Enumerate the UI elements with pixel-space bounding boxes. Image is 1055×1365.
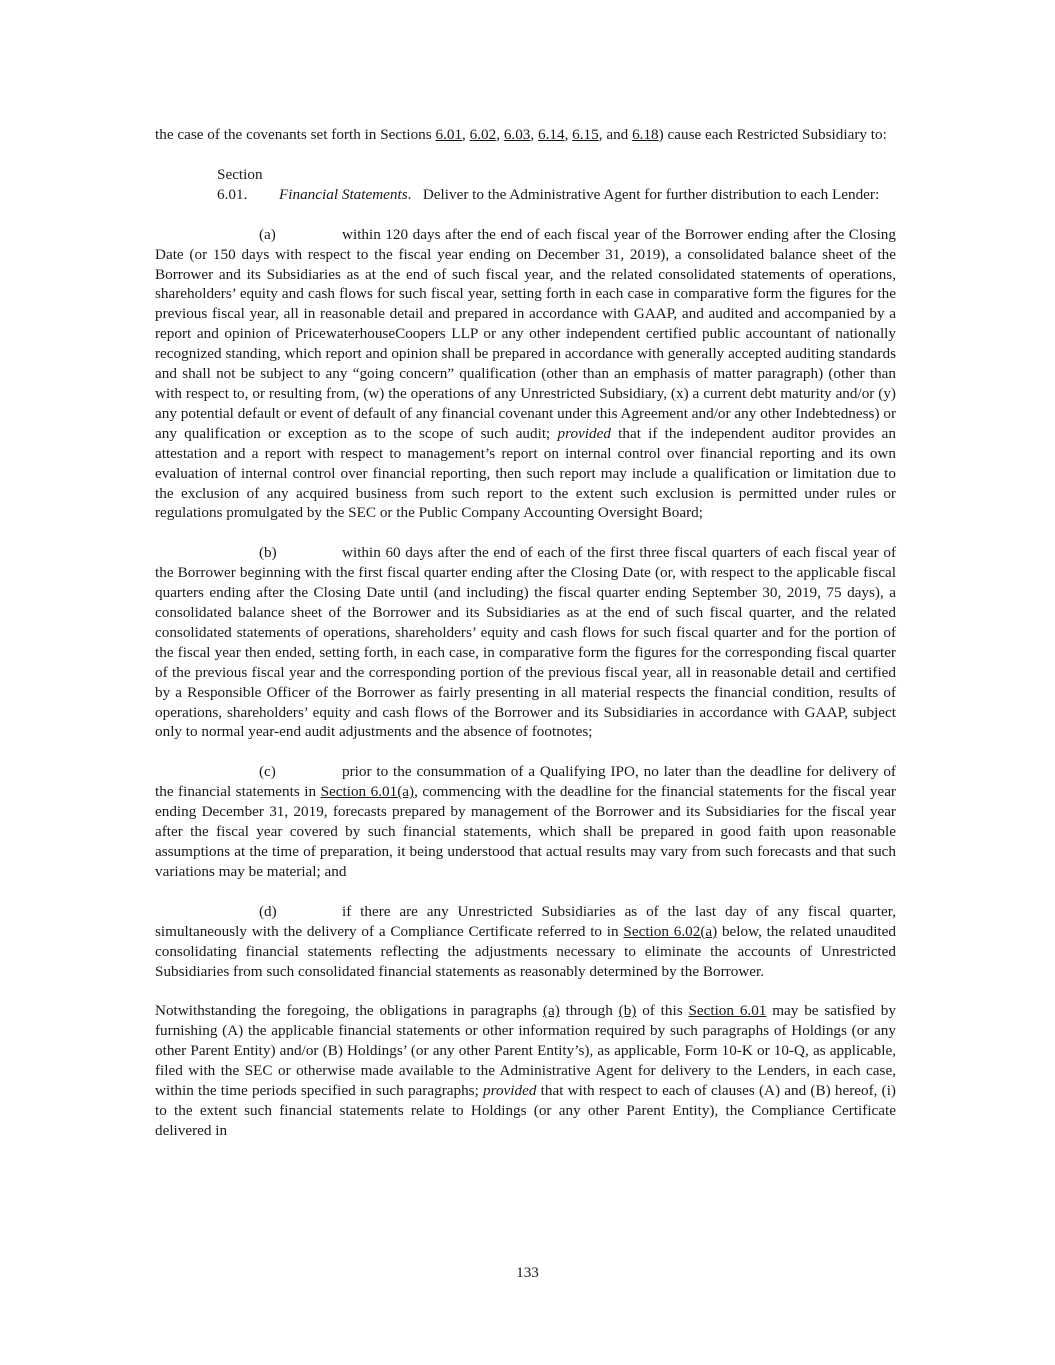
section-ref-6-01-closing[interactable]: Section 6.01: [688, 1002, 767, 1020]
section-ref-6-03[interactable]: 6.03: [503, 126, 531, 143]
clause-b-paragraph: (b) within 60 days after the end of each of the first three fiscal quarters of each fiscal year of the Borrower beginning with the first fiscal quarter ending after the Closing Date (or, with respect to the applicable fiscal quarters ending after the Closing Date until (and including) the fiscal quarter ending September 30, 2019, 75 days), a consolidated balance sheet of the Borrower and its Subsidiaries as at the end of such fiscal quarter, and the related consolidated statements of operations, shareholders’ equity and cash flows for such fiscal quarter and for the portion of the fiscal year then ended, setting forth, in each case, in comparative form the figures for the corresponding fiscal quarter of the previous fiscal year and the corresponding portion of the previous fiscal year, all in reasonable detail and certified by a Responsible Officer of the Borrower as fairly presenting in all material respects the financial condition, results of operations, shareholders’ equity and cash flows of the Borrower and its Subsidiaries in accordance with GAAP, subject only to normal year-end audit adjustments and the absence of footnotes;: [155, 544, 896, 741]
section-ref-6-01[interactable]: 6.01: [435, 126, 463, 143]
closing-paragraph: Notwithstanding the foregoing, the obligations in paragraphs (a) through (b) of this Section 6.01 may be satisfied by furnishing (A) the applicable financial statements or other information required by such paragraphs of Holdings (or any other Parent Entity) and/or (B) Holdings’ (or any other Parent Entity’s), as applicable, Form 10-K or 10-Q, as applicable, filed with the SEC or otherwise made available to the Administrative Agent for delivery to the Lenders, in each case, within the time periods specified in such paragraphs; provided that with respect to each of clauses (A) and (B) hereof, (i) to the extent such financial statements relate to Holdings (or any other Parent Entity), the Compliance Certificate delivered in: [155, 1002, 896, 1139]
section-number: Section 6.01.: [217, 165, 263, 203]
section-heading-paragraph: Section 6.01. Financial Statements. Deliver to the Administrative Agent for further distribution to each Lender:: [155, 165, 896, 205]
clause-d-paragraph: (d) if there are any Unrestricted Subsidiaries as of the last day of any fiscal quarter, simultaneously with the delivery of a Compliance Certificate referred to in Section 6.02(a) below, the related unaudited consolidating financial statements reflecting the adjustments necessary to eliminate the accounts of Unrestricted Subsidiaries from such consolidated financial statements as reasonably determined by the Borrower.: [155, 902, 896, 980]
provided-term-closing: provided: [483, 1082, 537, 1100]
intro-paragraph: the case of the covenants set forth in Sections 6.01, 6.02, 6.03, 6.14, 6.15, and 6.18) cause each Restricted Subsidiary to:: [155, 126, 887, 143]
clause-c-paragraph: (c) prior to the consummation of a Qualifying IPO, no later than the deadline for delivery of the financial statements in Section 6.01(a), commencing with the deadline for the financial statements for the fiscal year ending December 31, 2019, forecasts prepared by management of the Borrower and its Subsidiaries for the fiscal year after the fiscal year covered by such financial statements, which shall be prepared in good faith upon reasonable assumptions at the time of preparation, it being understood that actual results may vary from such forecasts and that such variations may be material; and: [155, 763, 896, 880]
clause-c-label: (c): [259, 763, 276, 781]
provided-term: provided: [557, 424, 611, 442]
document-page: [155, 125, 896, 1141]
section-ref-6-18[interactable]: 6.18: [632, 126, 659, 143]
paragraph-ref-b[interactable]: (b): [618, 1002, 637, 1020]
section-ref-6-15[interactable]: 6.15: [572, 126, 599, 143]
section-intro-text: Deliver to the Administrative Agent for further distribution to each Lender:: [422, 185, 880, 203]
section-ref-6-01a[interactable]: Section 6.01(a): [320, 783, 415, 801]
clause-b-label: (b): [259, 544, 277, 562]
section-ref-6-02[interactable]: 6.02: [469, 126, 497, 143]
section-title: Financial Statements: [279, 185, 408, 203]
page-number: 133: [516, 1264, 539, 1281]
section-ref-6-14[interactable]: 6.14: [537, 126, 565, 143]
paragraph-ref-a[interactable]: (a): [542, 1002, 560, 1020]
section-ref-6-02a[interactable]: Section 6.02(a): [623, 922, 718, 940]
clause-d-label: (d): [259, 902, 277, 920]
clause-a-label: (a): [259, 225, 276, 243]
clause-a-paragraph: (a) within 120 days after the end of each fiscal year of the Borrower ending after the Closing Date (or 150 days with respect to the fiscal year ending on December 31, 2019), a consolidated balance sheet of the Borrower and its Subsidiaries as at the end of such fiscal year, and the related consolidated statements of operations, shareholders’ equity and cash flows for such fiscal year, setting forth in each case in comparative form the figures for the previous fiscal year, all in reasonable detail and prepared in accordance with GAAP, and audited and accompanied by a report and opinion of PricewaterhouseCoopers LLP or any other independent certified public accountant of nationally recognized standing, which report and opinion shall be prepared in accordance with generally accepted auditing standards and shall not be subject to any “going concern” qualification (other than an emphasis of matter paragraph) (other than with respect to, or resulting from, (w) the operations of any Unrestricted Subsidiary, (x) a current debt maturity and/or (y) any potential default or event of default of any financial covenant under this Agreement and/or any other Indebtedness) or any qualification or exception as to the scope of such audit; provided that if the independent auditor provides an attestation and a report with respect to management’s report on internal control over financial reporting and its own evaluation of internal control over financial reporting, then such report may include a qualification or limitation due to the exclusion of any acquired business from such report to the extent such exclusion is permitted under rules or regulations promulgated by the SEC or the Public Company Accounting Oversight Board;: [155, 225, 896, 522]
